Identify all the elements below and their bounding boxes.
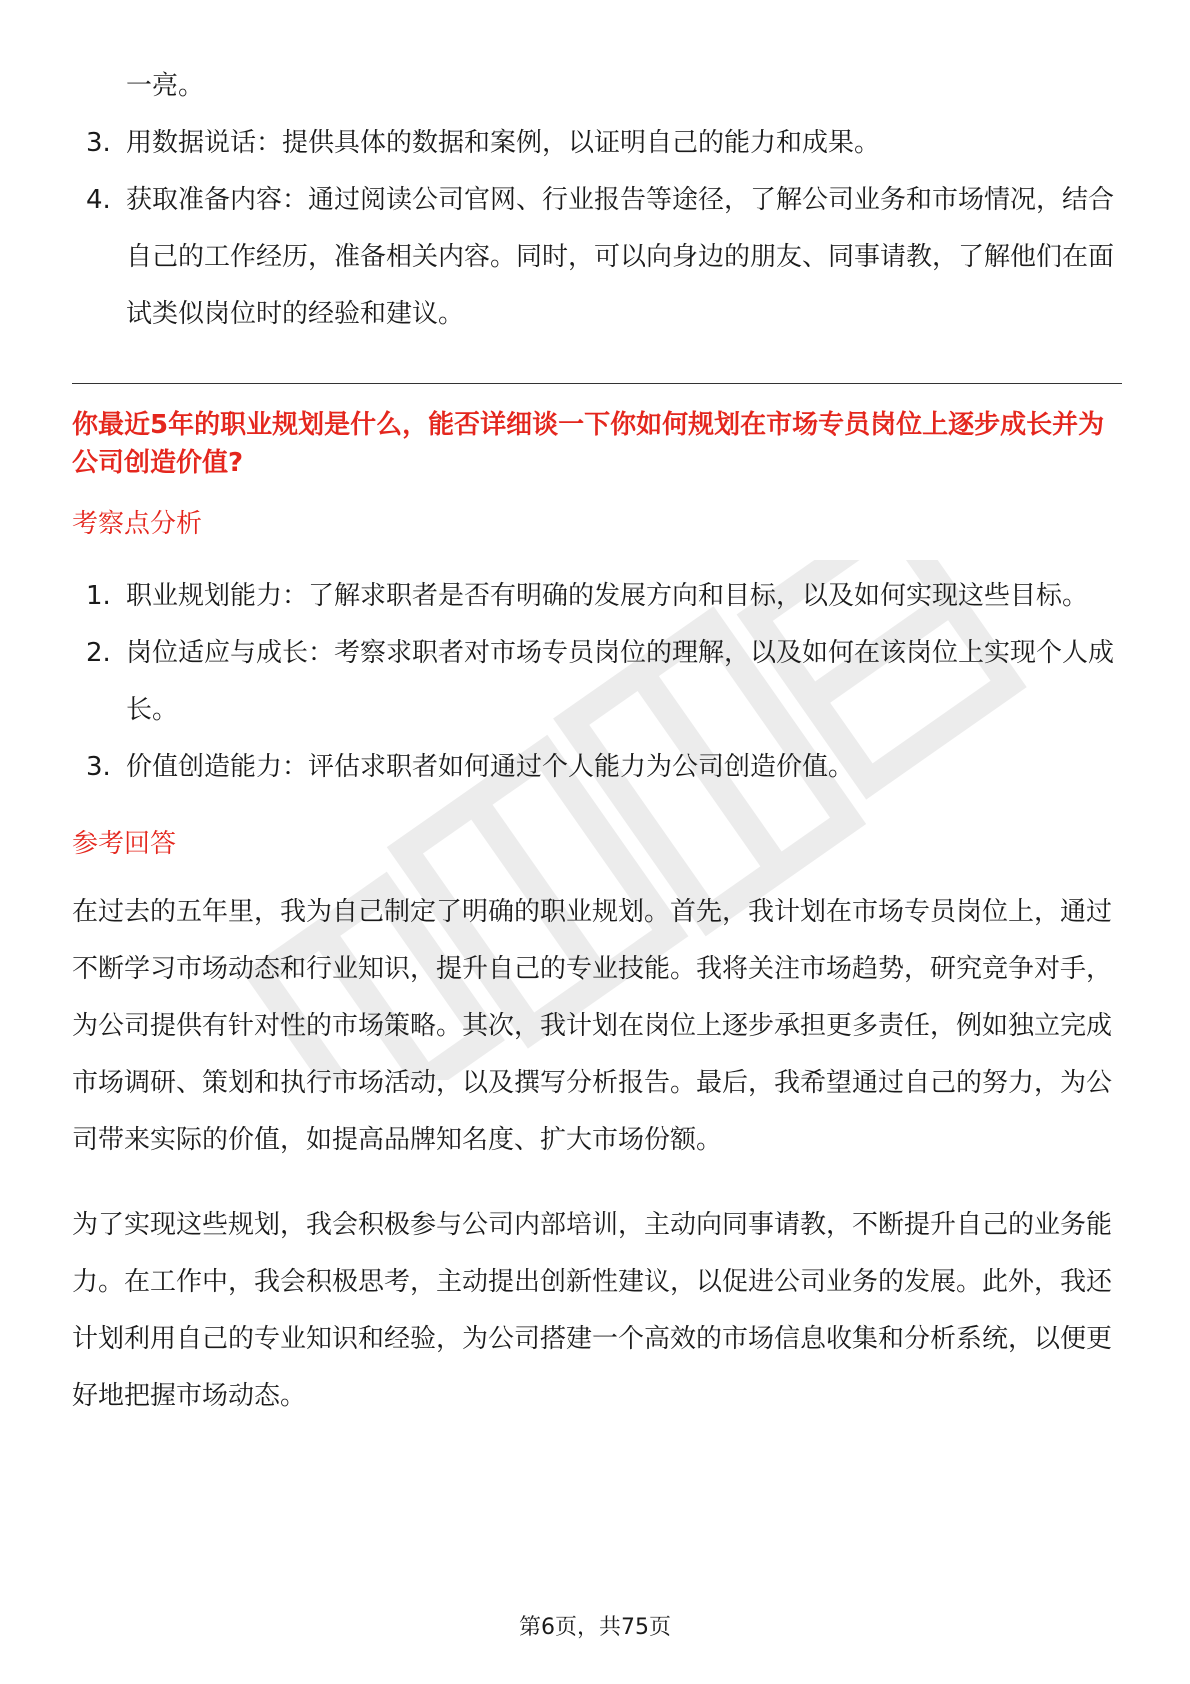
analysis-list — [72, 568, 1122, 796]
list-number: 3. — [86, 128, 111, 158]
list-number: 1. — [86, 581, 111, 611]
list-text: 职业规划能力：了解求职者是否有明确的发展方向和目标，以及如何实现这些目标。 — [126, 581, 1089, 611]
answer-heading: 参考回答 — [72, 829, 177, 859]
section-divider — [72, 383, 1122, 384]
list-continuation: 一亮。 — [126, 71, 205, 101]
answer-paragraph: 在过去的五年里，我为自己制定了明确的职业规划。首先，我计划在市场专员岗位上，通过不断学习市场动态和行业知识，提升自己的专业技能。我将关注市场趋势，研究竞争对手，为公司提供有针对性的市场策略。其次，我计划在岗位上逐步承担更多责任，例如独立完成市场调研、策划和执行市场活动，以及撰写分析报告。最后，我希望通过自己的努力，为公司带来实际的价值，如提高品牌知名度、扩大市场份额。 — [72, 897, 1113, 1155]
page-number: 第6页，共75页 — [519, 1615, 671, 1640]
list-number: 2. — [86, 638, 111, 668]
list-item — [72, 115, 1122, 172]
list-item — [72, 625, 1122, 739]
list-number: 3. — [86, 752, 111, 782]
page-content — [72, 58, 1122, 1425]
list-item — [72, 172, 1122, 343]
answer-paragraph: 为了实现这些规划，我会积极参与公司内部培训，主动向同事请教，不断提升自己的业务能力。在工作中，我会积极思考，主动提出创新性建议，以促进公司业务的发展。此外，我还计划利用自己的专业知识和经验，为公司搭建一个高效的市场信息收集和分析系统，以便更好地把握市场动态。 — [72, 1210, 1113, 1411]
list-item — [72, 739, 1122, 796]
list-text: 价值创造能力：评估求职者如何通过个人能力为公司创造价值。 — [126, 752, 855, 782]
list-item — [72, 568, 1122, 625]
list-text: 获取准备内容：通过阅读公司官网、行业报告等途径，了解公司业务和市场情况，结合自己的工作经历，准备相关内容。同时，可以向身边的朋友、同事请教，了解他们在面试类似岗位时的经验和建议。 — [126, 185, 1115, 329]
list-text: 用数据说话：提供具体的数据和案例，以证明自己的能力和成果。 — [126, 128, 881, 158]
tips-list — [72, 115, 1122, 343]
interview-question: 你最近5年的职业规划是什么，能否详细谈一下你如何规划在市场专员岗位上逐步成长并为公司创造价值? — [72, 410, 1105, 478]
list-text: 岗位适应与成长：考察求职者对市场专员岗位的理解，以及如何在该岗位上实现个人成长。 — [126, 638, 1115, 725]
analysis-heading: 考察点分析 — [72, 509, 203, 539]
list-number: 4. — [86, 185, 111, 215]
